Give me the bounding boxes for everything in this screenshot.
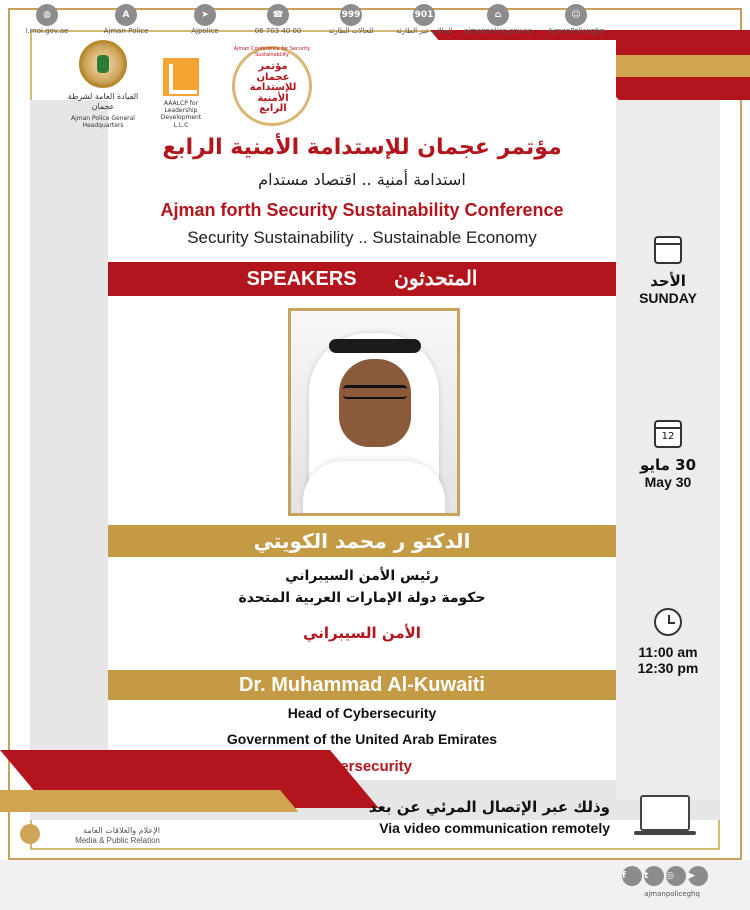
footer-item-snapchat[interactable] <box>540 4 612 36</box>
decor-gold-stripe-bottom-left <box>0 790 298 812</box>
calendar-number: 12 <box>661 431 675 442</box>
speaker-photo <box>288 308 460 516</box>
speaker-kandura <box>303 461 445 516</box>
police-logo-label-ar: القيادة العامة لشرطة عجمان <box>67 92 139 111</box>
police-emblem-icon <box>79 40 127 88</box>
remote-note-en: Via video communication remotely <box>379 820 610 836</box>
conference-ring-text: Ajman Conference for Security Sustainability <box>233 46 311 58</box>
home-icon: ⌂ <box>487 4 509 26</box>
footer-item-moi[interactable] <box>22 4 72 36</box>
speaker-role-en-line2: Government of the United Arab Emirates <box>226 731 498 747</box>
footer-item-website[interactable] <box>462 4 534 36</box>
speaker-name-en: Dr. Muhammad Al-Kuwaiti <box>108 670 616 700</box>
footer-label: للحالات الطارئة <box>328 27 374 35</box>
speaker-topic-en: Cybersecurity <box>311 758 413 775</box>
police-logo-label-en: Ajman Police General Headquarters <box>71 115 135 130</box>
speaker-role-ar-line2: حكومة دولة الإمارات العربية المتحدة <box>238 590 486 606</box>
academy-mark-icon <box>163 58 199 96</box>
speaker-face <box>339 359 411 447</box>
phone-icon: ☎ <box>267 4 289 26</box>
app-icon: A <box>115 4 137 26</box>
date-ar: 30 مايو <box>639 456 697 474</box>
event-day <box>616 236 720 306</box>
calendar-date-icon <box>654 420 682 448</box>
instagram-icon[interactable]: ◎ <box>666 866 686 886</box>
conference-logo-text: مؤتمر عجمان للإستدامة الأمنية الرابع <box>249 61 297 114</box>
day-ar: الأحد <box>650 272 686 290</box>
social-handle[interactable]: ajmanpoliceghq <box>644 890 700 898</box>
speakers-band <box>108 262 616 296</box>
speaker-role-ar-line1: رئيس الأمن السيبراني <box>285 568 439 584</box>
footer-label: Ajman Police <box>103 27 149 35</box>
media-emblem-icon <box>20 824 40 844</box>
footer-label: للحالات غير الطارئة <box>396 27 453 35</box>
social-icons <box>622 866 708 886</box>
event-date <box>616 420 720 490</box>
conference-title-ar: مؤتمر عجمان للإستدامة الأمنية الرابع <box>162 135 562 160</box>
footer-item-phone[interactable] <box>248 4 308 36</box>
calendar-icon <box>654 236 682 264</box>
facebook-icon[interactable]: f <box>622 866 642 886</box>
day-en: SUNDAY <box>639 290 697 306</box>
event-time <box>616 608 720 676</box>
speaker-role-en-line1: Head of Cybersecurity <box>287 705 437 721</box>
footer-label: AjmanPoliceghq <box>548 27 604 35</box>
remote-note-ar: وذلك عبر الإتصال المرئي عن بعد <box>368 798 610 816</box>
conference-title-en: Ajman forth Security Sustainability Conference <box>160 200 564 220</box>
media-label-ar: الإعلام والعلاقات العامة <box>83 826 160 835</box>
speaker-agal <box>329 339 421 353</box>
time-end: 12:30 pm <box>637 660 699 676</box>
nonemergency-icon: 901 <box>413 4 435 26</box>
emergency-icon: 999 <box>340 4 362 26</box>
speakers-label-ar: المتحدثون <box>394 268 478 290</box>
moi-icon: ◍ <box>36 4 58 26</box>
snapchat-icon: ☺ <box>565 4 587 26</box>
time-start: 11:00 am <box>638 644 698 660</box>
footer-label: Ajpolice <box>191 27 219 35</box>
footer-item-telegram[interactable] <box>180 4 230 36</box>
speaker-topic-ar: الأمن السيبراني <box>303 624 421 642</box>
telegram-icon: ➤ <box>194 4 216 26</box>
footer-label: ajmanpolice.gov.ae <box>464 27 532 35</box>
academy-logo <box>156 58 206 129</box>
conference-logo <box>228 44 320 124</box>
footer-label: 06 703 40 00 <box>254 27 302 35</box>
twitter-icon[interactable]: t <box>644 866 664 886</box>
speaker-glasses <box>343 385 407 399</box>
academy-logo-label: AAALCP for Leadership Development L.L.C <box>160 100 202 129</box>
date-en: May 30 <box>644 474 692 490</box>
police-logo <box>62 40 144 130</box>
clock-icon <box>654 608 682 636</box>
conference-subtitle-ar: استدامة أمنية .. اقتصاد مستدام <box>258 170 466 189</box>
youtube-icon[interactable]: ▶ <box>688 866 708 886</box>
speakers-label-en: SPEAKERS <box>246 268 357 290</box>
speaker-name-ar: الدكتو ر محمد الكويتي <box>108 525 616 557</box>
footer-label: i.moi.gov.ae <box>25 27 69 35</box>
video-call-laptop-icon <box>640 795 690 831</box>
footer-item-app[interactable] <box>98 4 154 36</box>
conference-subtitle-en: Security Sustainability .. Sustainable Economy <box>187 228 537 247</box>
footer-item-nonemergency[interactable] <box>396 4 452 36</box>
footer-item-emergency[interactable] <box>326 4 376 36</box>
media-label-en: Media & Public Relation <box>75 836 160 845</box>
